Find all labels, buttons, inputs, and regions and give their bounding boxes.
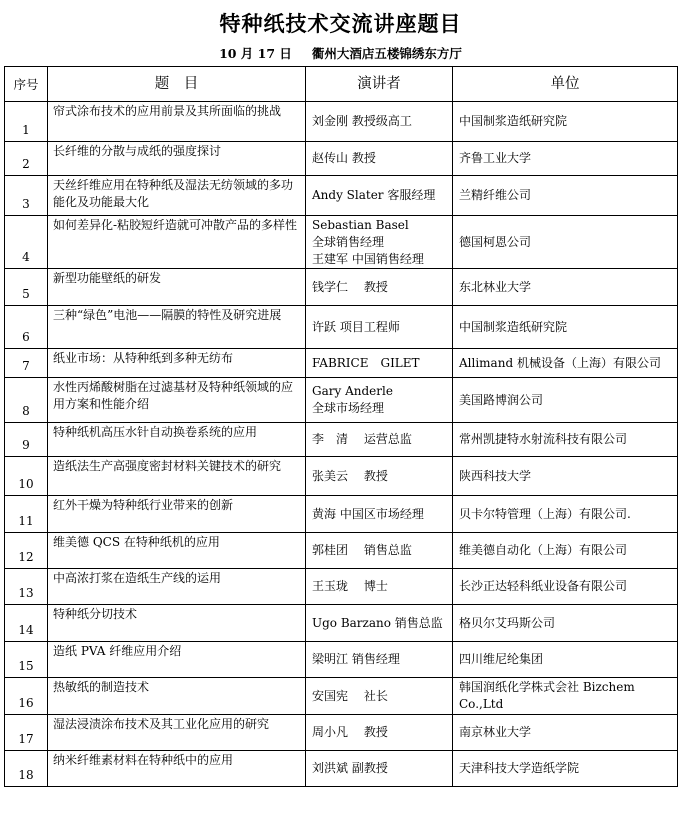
row-topic: 造纸法生产高强度密封材料关键技术的研究 <box>48 457 306 496</box>
row-organization: 中国制浆造纸研究院 <box>453 306 678 349</box>
speaker-line: FABRICE GILET <box>312 355 420 370</box>
table-header-row <box>5 67 678 102</box>
row-speaker <box>306 349 453 378</box>
row-organization: 韩国润纸化学株式会社 Bizchem Co.,Ltd <box>453 678 678 715</box>
speaker-line: Ugo Barzano 销售总监 <box>312 615 443 630</box>
speaker-line: 黄海 中国区市场经理 <box>312 506 424 521</box>
row-topic: 红外干燥为特种纸行业带来的创新 <box>48 496 306 533</box>
row-organization: 格贝尔艾玛斯公司 <box>453 605 678 642</box>
speaker-line: 全球销售经理 <box>312 234 385 249</box>
header-org: 单位 <box>453 67 678 102</box>
row-speaker <box>306 306 453 349</box>
row-number: 7 <box>5 349 48 378</box>
row-number: 2 <box>5 142 48 176</box>
row-speaker <box>306 715 453 751</box>
speaker-line: 刘洪斌 副教授 <box>312 761 388 775</box>
row-number: 1 <box>5 102 48 142</box>
table-row <box>5 457 678 496</box>
row-organization: 中国制浆造纸研究院 <box>453 102 678 142</box>
speaker-line: 安国宪 社长 <box>312 688 388 703</box>
row-topic: 热敏纸的制造技术 <box>48 678 306 715</box>
row-number: 8 <box>5 378 48 423</box>
row-topic: 新型功能壁纸的研发 <box>48 269 306 306</box>
row-speaker <box>306 378 453 423</box>
row-number: 18 <box>5 751 48 787</box>
row-topic: 纳米纤维素材料在特种纸中的应用 <box>48 751 306 787</box>
page-subtitle <box>0 44 681 62</box>
table-row <box>5 678 678 715</box>
row-number: 17 <box>5 715 48 751</box>
row-organization: 贝卡尔特管理（上海）有限公司. <box>453 496 678 533</box>
row-topic: 长纤维的分散与成纸的强度探讨 <box>48 142 306 176</box>
row-topic: 湿法浸渍涂布技术及其工业化应用的研究 <box>48 715 306 751</box>
table-row <box>5 751 678 787</box>
row-speaker <box>306 176 453 216</box>
speaker-line: 赵传山 教授 <box>312 151 376 165</box>
speaker-line: Andy Slater 客服经理 <box>312 188 436 202</box>
row-topic: 维美德 QCS 在特种纸机的应用 <box>48 533 306 569</box>
row-organization: 兰精纤维公司 <box>453 176 678 216</box>
table-row <box>5 306 678 349</box>
row-number: 9 <box>5 423 48 457</box>
table-row <box>5 569 678 605</box>
row-speaker <box>306 269 453 306</box>
row-speaker <box>306 457 453 496</box>
table-row <box>5 102 678 142</box>
row-speaker <box>306 605 453 642</box>
row-number: 14 <box>5 605 48 642</box>
row-speaker <box>306 142 453 176</box>
row-number: 16 <box>5 678 48 715</box>
row-organization: 陕西科技大学 <box>453 457 678 496</box>
speaker-line: 张美云 教授 <box>312 468 388 483</box>
row-number: 12 <box>5 533 48 569</box>
row-organization: 齐鲁工业大学 <box>453 142 678 176</box>
row-organization: 美国路博润公司 <box>453 378 678 423</box>
speaker-line: Gary Anderle <box>312 384 393 398</box>
table-row <box>5 176 678 216</box>
table-row <box>5 349 678 378</box>
speaker-line: 梁明江 销售经理 <box>312 652 400 666</box>
row-organization: 德国柯恩公司 <box>453 216 678 269</box>
row-speaker <box>306 642 453 678</box>
row-organization: 长沙正达轻科纸业设备有限公司 <box>453 569 678 605</box>
row-speaker <box>306 423 453 457</box>
row-organization: Allimand 机械设备（上海）有限公司 <box>453 349 678 378</box>
row-number: 13 <box>5 569 48 605</box>
header-no: 序号 <box>5 67 48 102</box>
speaker-line: 全球市场经理 <box>312 401 385 415</box>
row-number: 15 <box>5 642 48 678</box>
event-venue: 衢州大酒店五楼锦绣东方厅 <box>311 46 462 61</box>
speaker-line: Sebastian Basel <box>312 217 409 232</box>
row-organization: 南京林业大学 <box>453 715 678 751</box>
speaker-line: 王玉珑 博士 <box>312 579 388 593</box>
speaker-line: 刘金刚 教授级高工 <box>312 114 412 128</box>
row-speaker <box>306 569 453 605</box>
table-row <box>5 423 678 457</box>
header-speaker: 演讲者 <box>306 67 453 102</box>
row-topic: 水性丙烯酸树脂在过滤基材及特种纸领域的应用方案和性能介绍 <box>48 378 306 423</box>
row-number: 3 <box>5 176 48 216</box>
speaker-line: 许跃 项目工程师 <box>312 319 400 334</box>
table-row <box>5 216 678 269</box>
row-topic: 如何差异化-粘胶短纤造就可冲散产品的多样性 <box>48 216 306 269</box>
row-speaker <box>306 102 453 142</box>
row-topic: 特种纸机高压水针自动换卷系统的应用 <box>48 423 306 457</box>
row-speaker <box>306 533 453 569</box>
row-speaker <box>306 496 453 533</box>
speaker-line: 郭桂团 销售总监 <box>312 543 412 557</box>
speaker-line: 李 清 运营总监 <box>312 432 412 446</box>
row-topic: 纸业市场：从特种纸到多种无纺布 <box>48 349 306 378</box>
row-organization: 东北林业大学 <box>453 269 678 306</box>
table-row <box>5 378 678 423</box>
row-topic: 中高浓打浆在造纸生产线的运用 <box>48 569 306 605</box>
row-number: 10 <box>5 457 48 496</box>
row-organization: 四川维尼纶集团 <box>453 642 678 678</box>
table-row <box>5 605 678 642</box>
table-body <box>5 102 678 787</box>
row-speaker <box>306 678 453 715</box>
row-speaker <box>306 216 453 269</box>
event-date: 10 月 17 日 <box>219 46 292 61</box>
row-topic: 天丝纤维应用在特种纸及湿法无纺领域的多功能化及功能最大化 <box>48 176 306 216</box>
table-row <box>5 269 678 306</box>
row-number: 4 <box>5 216 48 269</box>
row-organization: 维美德自动化（上海）有限公司 <box>453 533 678 569</box>
row-topic: 三种“绿色”电池——隔膜的特性及研究进展 <box>48 306 306 349</box>
table-row <box>5 533 678 569</box>
row-number: 5 <box>5 269 48 306</box>
table-row <box>5 642 678 678</box>
header-topic: 题 目 <box>48 67 306 102</box>
table-row <box>5 142 678 176</box>
table-row <box>5 715 678 751</box>
row-number: 6 <box>5 306 48 349</box>
row-topic: 特种纸分切技术 <box>48 605 306 642</box>
lecture-table <box>4 66 678 787</box>
speaker-line: 钱学仁 教授 <box>312 279 388 294</box>
row-number: 11 <box>5 496 48 533</box>
row-organization: 天津科技大学造纸学院 <box>453 751 678 787</box>
table-row <box>5 496 678 533</box>
row-topic: 造纸 PVA 纤维应用介绍 <box>48 642 306 678</box>
row-speaker <box>306 751 453 787</box>
row-topic: 帘式涂布技术的应用前景及其所面临的挑战 <box>48 102 306 142</box>
row-organization: 常州凯捷特水射流科技有限公司 <box>453 423 678 457</box>
speaker-line: 周小凡 教授 <box>312 725 388 739</box>
page-title: 特种纸技术交流讲座题目 <box>219 11 462 36</box>
speaker-line: 王建军 中国销售经理 <box>312 251 424 266</box>
